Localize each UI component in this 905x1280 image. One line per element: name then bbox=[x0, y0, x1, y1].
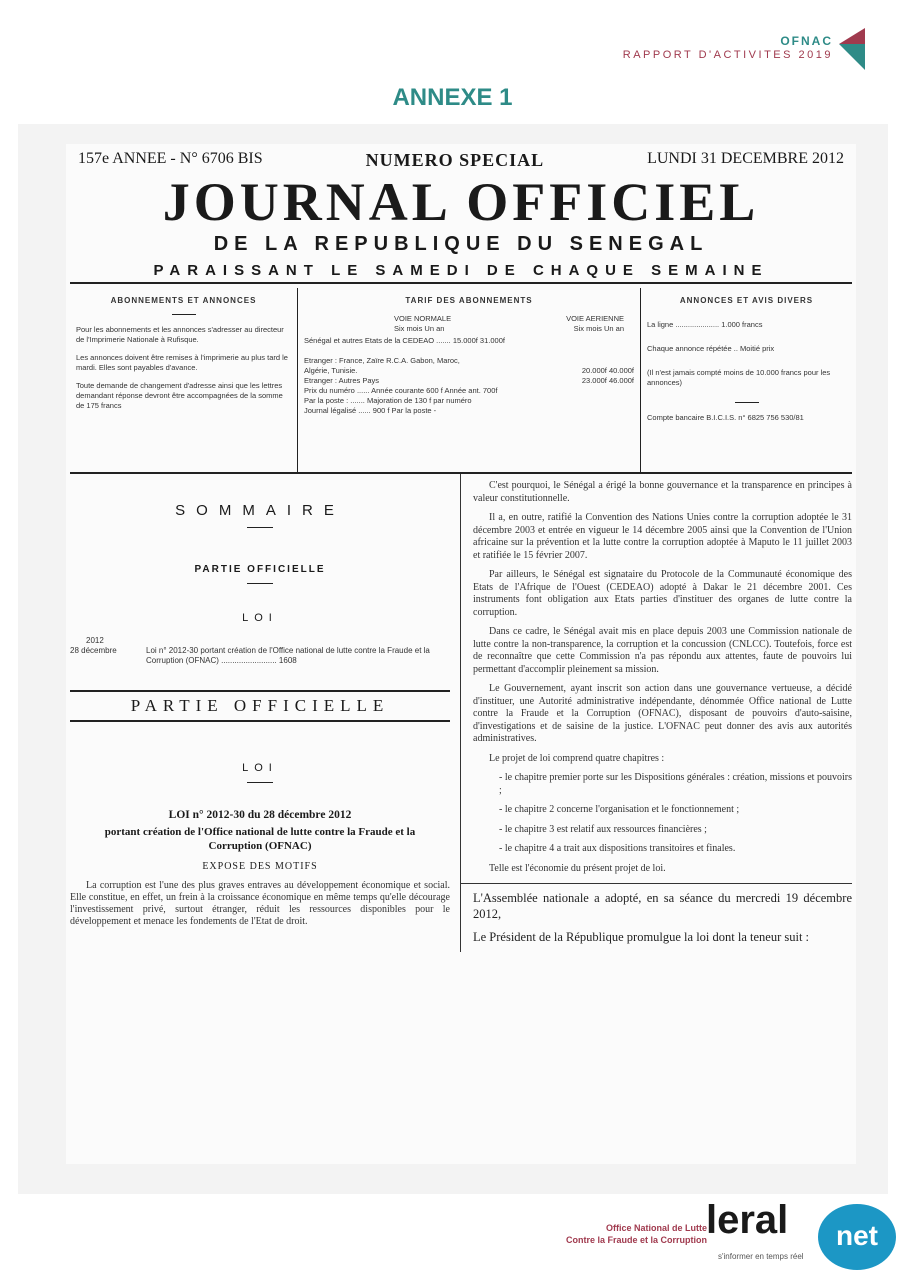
sommaire-date: 28 décembre bbox=[70, 646, 117, 655]
loi-purpose: portant création de l'Office national de lutte contre la Fraude et la Corruption (OFNAC) bbox=[104, 826, 416, 852]
ofnac-footer-line: Contre la Fraude et la Corruption bbox=[566, 1235, 708, 1245]
tarif-label: Etranger : Autres Pays bbox=[304, 376, 380, 385]
tarif-label: Etranger : France, Zaïre R.C.A. Gabon, Maroc, Algérie, Tunisie. bbox=[304, 356, 460, 375]
chapter-item: - le chapitre 2 concerne l'organisation et le fonctionnement ; bbox=[499, 804, 740, 815]
abonnements-text: Pour les abonnements et les annonces s'adresser au directeur de l'Imprimerie Nationale à Rufisque. bbox=[76, 325, 284, 344]
annonces-text: Chaque annonce répétée .. Moitié prix bbox=[647, 344, 775, 353]
journal-page bbox=[66, 144, 856, 1164]
net-logo: net bbox=[818, 1204, 896, 1270]
tarif-row: Sénégal et autres Etats de la CEDEAO ....... 15.000f 31.000f bbox=[304, 336, 505, 345]
tarif-subheader: Six mois Un an bbox=[573, 324, 624, 333]
paragraph: Le Gouvernement, ayant inscrit son action dans une gouvernance vertueuse, a décidé d'instituer, une Autorité administrative indépendante, dénommée Office national de Lutte contre la Fraude et la Corruption (OFNAC), disposant de pouvoirs d'auto-saisine, d'investigations et de saisine de la justice. L'OFNAC peut donner des avis aux autorités administratives. bbox=[473, 683, 852, 744]
paragraph: Telle est l'économie du présent projet de loi. bbox=[489, 862, 666, 874]
issue-date: LUNDI 31 DECEMBRE 2012 bbox=[647, 150, 844, 167]
ofnac-footer-line: Office National de Lutte bbox=[606, 1223, 708, 1233]
journal-masthead bbox=[78, 150, 844, 171]
journal-subtitle: DE LA REPUBLIQUE DU SENEGAL bbox=[213, 233, 709, 255]
divider bbox=[247, 782, 273, 783]
partie-loi: LOI bbox=[242, 762, 278, 774]
journal-body bbox=[70, 474, 852, 952]
tarif-row bbox=[304, 376, 634, 386]
sommaire-text: Loi n° 2012-30 portant création de l'Office national de lutte contre la Fraude et la Corruption (OFNAC) ......................... 1608 bbox=[146, 646, 430, 665]
leral-tagline: s'informer en temps réel bbox=[718, 1252, 804, 1261]
report-header bbox=[623, 34, 833, 61]
left-column bbox=[70, 474, 461, 952]
subscription-box bbox=[70, 288, 852, 474]
ofnac-footer bbox=[566, 1222, 707, 1246]
annexe-title: ANNEXE 1 bbox=[392, 84, 513, 111]
tarif-value: 23.000f 46.000f bbox=[581, 376, 634, 385]
annonces-text: (Il n'est jamais compté moins de 10.000 francs pour les annonces) bbox=[647, 368, 831, 387]
chapter-item: - le chapitre 3 est relatif aux ressources financières ; bbox=[499, 823, 707, 835]
abonnements-text: Toute demande de changement d'adresse ainsi que les lettres demandant réponse devront être accompagnées de la somme de 175 francs bbox=[76, 381, 283, 410]
tarif-row: Journal légalisé ...... 900 f Par la poste - bbox=[304, 406, 437, 415]
annonces-text: Compte bancaire B.I.C.I.S. n° 6825 756 530/81 bbox=[647, 413, 804, 422]
tarif-headers bbox=[304, 314, 634, 324]
annonces-text: La ligne ..................... 1.000 francs bbox=[647, 320, 763, 329]
sommaire-loi: LOI bbox=[242, 612, 278, 624]
divider bbox=[247, 583, 273, 584]
divider bbox=[70, 282, 852, 284]
special-issue: NUMERO SPECIAL bbox=[365, 150, 545, 170]
right-column bbox=[461, 474, 852, 952]
chapter-item: - le chapitre 4 a trait aux dispositions transitoires et finales. bbox=[499, 843, 736, 854]
paragraph: Il a, en outre, ratifié la Convention des Nations Unies contre la corruption adoptée le 31 décembre 2003 et entrée en vigueur le 14 décembre 2005 ainsi que la Convention de l'Union africaine sur la prévention et la lutte contre la corruption adoptée à Maputo le 11 juillet 2003 et ratifiée le 15 février 2007. bbox=[473, 512, 852, 561]
scanned-journal bbox=[18, 124, 888, 1194]
sommaire-entry bbox=[70, 636, 450, 666]
divider bbox=[172, 314, 196, 315]
divider bbox=[735, 402, 759, 403]
tarif-title: TARIF DES ABONNEMENTS bbox=[405, 296, 533, 305]
abonnements-title: ABONNEMENTS ET ANNONCES bbox=[110, 296, 257, 305]
org-name: OFNAC bbox=[780, 34, 833, 48]
sommaire-partie: PARTIE OFFICIELLE bbox=[194, 564, 326, 575]
sommaire-year: 2012 bbox=[86, 636, 104, 645]
abonnements-column bbox=[70, 288, 298, 472]
abonnements-text: Les annonces doivent être remises à l'imprimerie au plus tard le mardi. Elles sont payables d'avance. bbox=[76, 353, 288, 372]
tarif-row bbox=[304, 356, 634, 376]
paragraph: C'est pourquoi, le Sénégal a érigé la bonne gouvernance et la transparence en principes à valeur constitutionnelle. bbox=[473, 480, 852, 504]
tarif-row: Par la poste : ....... Majoration de 130 f par numéro bbox=[304, 396, 472, 405]
paragraph: Dans ce cadre, le Sénégal avait mis en place depuis 2003 une Commission nationale de lutte contre la non-transparence, la corruption et la concussion (CNLCC). Toutefois, force est de reconnaître que cette Commission n'a pas répondu aux attentes, faute de pouvoirs lui permettant d'accomplir pleinement sa mission. bbox=[473, 626, 852, 675]
partie-officielle-title: PARTIE OFFICIELLE bbox=[70, 690, 450, 722]
sommaire-row bbox=[70, 646, 450, 666]
leral-logo: leral bbox=[706, 1198, 789, 1242]
issue-number: 157e ANNEE - N° 6706 BIS bbox=[78, 150, 263, 167]
journal-title: JOURNAL OFFICIEL bbox=[162, 172, 760, 232]
tarif-column bbox=[298, 288, 641, 472]
promulgation-text: Le Président de la République promulgue la loi dont la teneur suit : bbox=[473, 930, 810, 944]
tarif-value: 20.000f 40.000f bbox=[581, 366, 634, 375]
sommaire-title: SOMMAIRE bbox=[175, 502, 345, 519]
chapter-item: - le chapitre premier porte sur les Dispositions générales : création, missions et pouvoirs ; bbox=[499, 772, 852, 796]
ofnac-triangle-icon bbox=[839, 28, 865, 70]
adoption-text: L'Assemblée nationale a adopté, en sa séance du mercredi 19 décembre 2012, bbox=[473, 891, 852, 921]
divider bbox=[461, 883, 852, 884]
expose-title: EXPOSE DES MOTIFS bbox=[202, 861, 318, 872]
journal-parution: PARAISSANT LE SAMEDI DE CHAQUE SEMAINE bbox=[153, 262, 769, 279]
expose-text: La corruption est l'une des plus graves entraves au développement économique et social. Elle constitue, en effet, un frein à la croissance économique en même temps qu'elle décourage l'investissement privé, surtout étranger, réduit les ressources disponibles pour le développement et menace les fondements de l'Etat de droit. bbox=[70, 880, 450, 927]
report-title: RAPPORT D'ACTIVITES 2019 bbox=[622, 49, 833, 61]
divider bbox=[247, 527, 273, 528]
loi-title: LOI n° 2012-30 du 28 décembre 2012 bbox=[168, 809, 352, 821]
paragraph: Le projet de loi comprend quatre chapitres : bbox=[489, 752, 665, 764]
tarif-header: VOIE AERIENNE bbox=[566, 314, 624, 323]
tarif-header: VOIE NORMALE bbox=[394, 314, 452, 323]
annonces-title: ANNONCES ET AVIS DIVERS bbox=[679, 296, 814, 305]
tarif-subheader: Six mois Un an bbox=[394, 324, 445, 333]
tarif-subheaders bbox=[304, 324, 634, 334]
annonces-column bbox=[641, 288, 852, 472]
paragraph: Par ailleurs, le Sénégal est signataire du Protocole de la Communauté économique des Etats de l'Afrique de l'Ouest (CEDEAO) adopté à Dakar le 21 décembre 2001. Ces instruments font obligation aux Etats parties d'instituer des organes de lutte contre la corruption. bbox=[473, 569, 852, 618]
tarif-row: Prix du numéro ...... Année courante 600 f Année ant. 700f bbox=[304, 386, 498, 395]
